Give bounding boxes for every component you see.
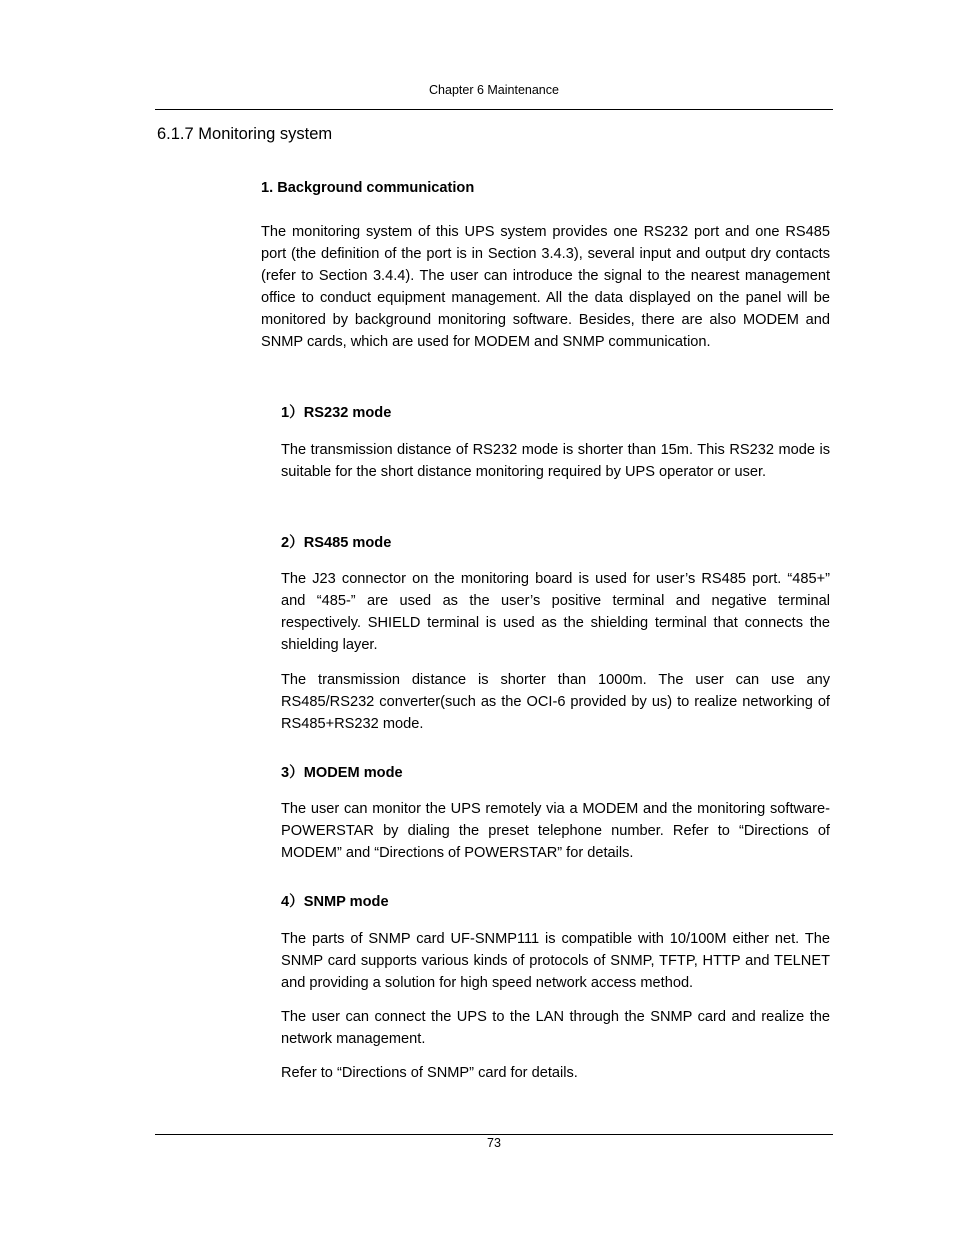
mode-paragraph: The transmission distance is shorter than 1000m. The user can use any RS485/RS232 converter(such as the OCI-6 provided by us) to realize networking of RS485+RS232 mode. [281,672,830,732]
mode-heading-rs232: 1）RS232 mode [281,405,392,421]
page-number: 73 [487,1136,501,1150]
footer-rule [155,1134,833,1135]
mode-heading-rs485: 2）RS485 mode [281,535,392,551]
mode-heading-modem: 3）MODEM mode [281,765,403,781]
header-rule [155,109,833,110]
mode-paragraph: The parts of SNMP card UF-SNMP111 is compatible with 10/100M either net. The SNMP card supports various kinds of protocols of SNMP, TFTP, HTTP and TELNET and providing a solution for high speed network access method. [281,931,830,991]
mode-paragraph: The J23 connector on the monitoring board is used for user’s RS485 port. “485+” and “485-” are used as the user’s positive terminal and negative terminal respectively. SHIELD terminal is used as the shielding terminal that connects the shielding layer. [281,571,830,653]
mode-paragraph: The user can connect the UPS to the LAN through the SNMP card and realize the network management. [281,1009,830,1047]
page-header: Chapter 6 Maintenance [429,83,559,97]
subsection-heading: 1. Background communication [261,180,475,196]
mode-paragraph: The transmission distance of RS232 mode is shorter than 15m. This RS232 mode is suitable for the short distance monitoring required by UPS operator or user. [281,442,830,480]
mode-paragraph: Refer to “Directions of SNMP” card for details. [281,1065,578,1081]
section-title: 6.1.7 Monitoring system [157,125,333,143]
subsection-paragraph: The monitoring system of this UPS system provides one RS232 port and one RS485 port (the definition of the port is in Section 3.4.3), several input and output dry contacts (refer to Section 3.4.4). The user can introduce the signal to the nearest management office to conduct equipment management. All the data displayed on the panel will be monitored by background monitoring software. Besides, there are also MODEM and SNMP cards, which are used for MODEM and SNMP communication. [261,224,830,350]
mode-heading-snmp: 4）SNMP mode [281,894,389,910]
mode-paragraph: The user can monitor the UPS remotely via a MODEM and the monitoring software- POWERSTAR by dialing the preset telephone number. Refer to “Directions of MODEM” and “Directions of POWERSTAR” for details. [281,801,830,861]
